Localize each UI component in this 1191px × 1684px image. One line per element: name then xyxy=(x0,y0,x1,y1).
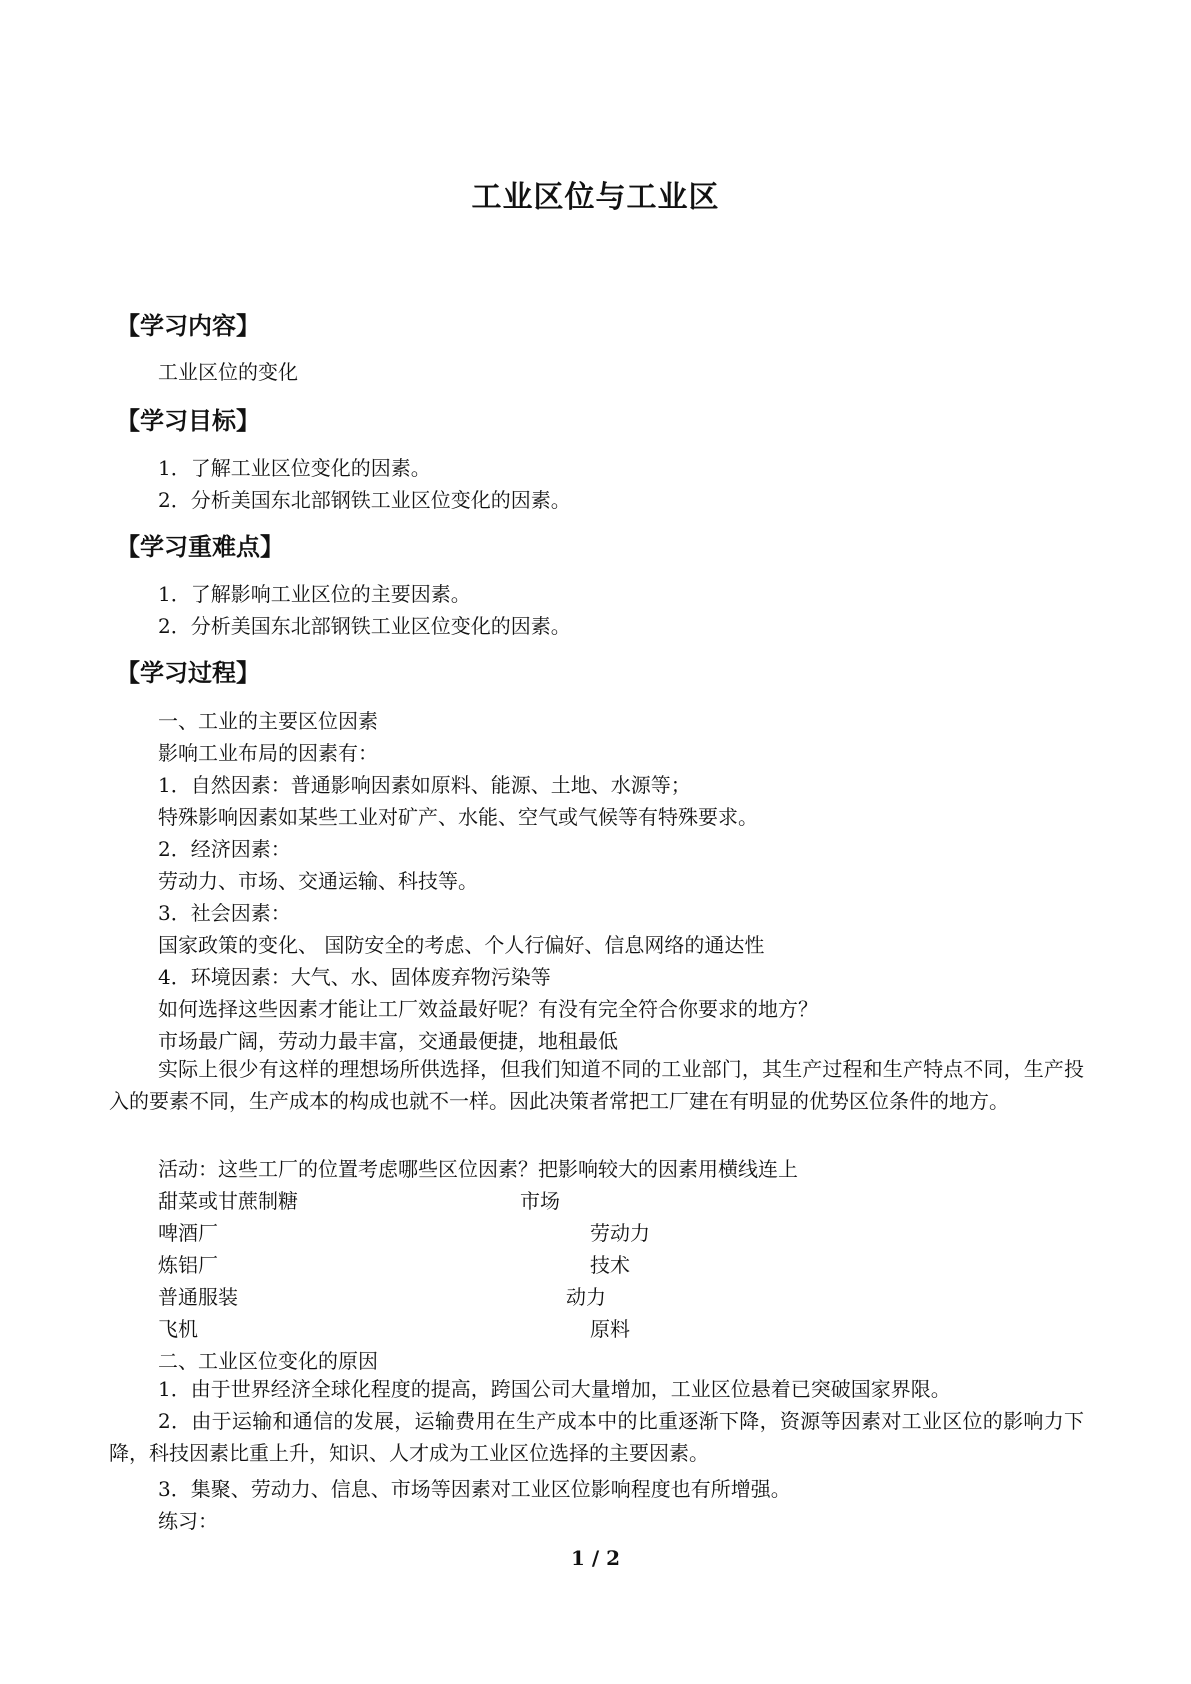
process-line: 特殊影响因素如某些工业对矿产、水能、空气或气候等有特殊要求。 xyxy=(158,805,758,829)
match-right-item: 劳动力 xyxy=(590,1221,650,1245)
reason-paragraph: 1．由于世界经济全球化程度的提高，跨国公司大量增加，工业区位悬着已突破国家界限。 xyxy=(158,1377,951,1401)
activity-line: 活动：这些工厂的位置考虑哪些区位因素？把影响较大的因素用横线连上 xyxy=(158,1157,798,1181)
reason-paragraph: 2．由于运输和通信的发展，运输费用在生产成本中的比重逐渐下降，资源等因素对工业区位的影响力下降，科技因素比重上升，知识、人才成为工业区位选择的主要因素。 xyxy=(109,1409,1084,1465)
goal-item: 1．了解工业区位变化的因素。 xyxy=(158,456,431,480)
practice-label: 练习： xyxy=(158,1509,218,1533)
process-line: 国家政策的变化、 国防安全的考虑、个人行偏好、信息网络的通达性 xyxy=(158,933,765,957)
content-text: 工业区位的变化 xyxy=(158,360,298,384)
process-line: 1．自然因素：普通影响因素如原料、能源、土地、水源等； xyxy=(158,773,691,797)
process-line: 一、工业的主要区位因素 xyxy=(158,709,378,733)
page-number: 1 / 2 xyxy=(570,1546,621,1570)
process-line: 4．环境因素：大气、水、固体废弃物污染等 xyxy=(158,965,551,989)
match-left-item: 啤酒厂 xyxy=(158,1221,218,1245)
key-point-item: 2．分析美国东北部钢铁工业区位变化的因素。 xyxy=(158,614,571,638)
section-heading-content: 【学习内容】 xyxy=(116,312,260,340)
process-line: 如何选择这些因素才能让工厂效益最好呢？有没有完全符合你要求的地方？ xyxy=(158,997,818,1021)
process-line: 影响工业布局的因素有： xyxy=(158,741,378,765)
section-heading-key-points: 【学习重难点】 xyxy=(116,533,284,561)
section-heading-process: 【学习过程】 xyxy=(116,659,260,687)
document-title: 工业区位与工业区 xyxy=(471,180,720,215)
goal-item: 2．分析美国东北部钢铁工业区位变化的因素。 xyxy=(158,488,571,512)
match-left-item: 普通服装 xyxy=(158,1285,238,1309)
match-left-item: 甜菜或甘蔗制糖 xyxy=(158,1189,298,1213)
key-point-item: 1．了解影响工业区位的主要因素。 xyxy=(158,582,471,606)
match-left-item: 炼铝厂 xyxy=(158,1253,218,1277)
process-line: 2．经济因素： xyxy=(158,837,291,861)
match-right-item: 原料 xyxy=(590,1317,630,1341)
match-left-item: 飞机 xyxy=(158,1317,198,1341)
process-line: 二、工业区位变化的原因 xyxy=(158,1349,378,1373)
process-line: 劳动力、市场、交通运输、科技等。 xyxy=(158,869,478,893)
process-line: 3．社会因素： xyxy=(158,901,291,925)
match-right-item: 动力 xyxy=(566,1285,606,1309)
reason-line: 3．集聚、劳动力、信息、市场等因素对工业区位影响程度也有所增强。 xyxy=(158,1477,791,1501)
process-line: 市场最广阔，劳动力最丰富，交通最便捷，地租最低 xyxy=(158,1029,618,1053)
section-heading-goals: 【学习目标】 xyxy=(116,407,260,435)
match-right-item: 技术 xyxy=(590,1253,630,1277)
process-paragraph: 实际上很少有这样的理想场所供选择，但我们知道不同的工业部门，其生产过程和生产特点不同，生产投入的要素不同，生产成本的构成也就不一样。因此决策者常把工厂建在有明显的优势区位条件的地方。 xyxy=(109,1057,1084,1113)
match-right-item: 市场 xyxy=(520,1189,560,1213)
